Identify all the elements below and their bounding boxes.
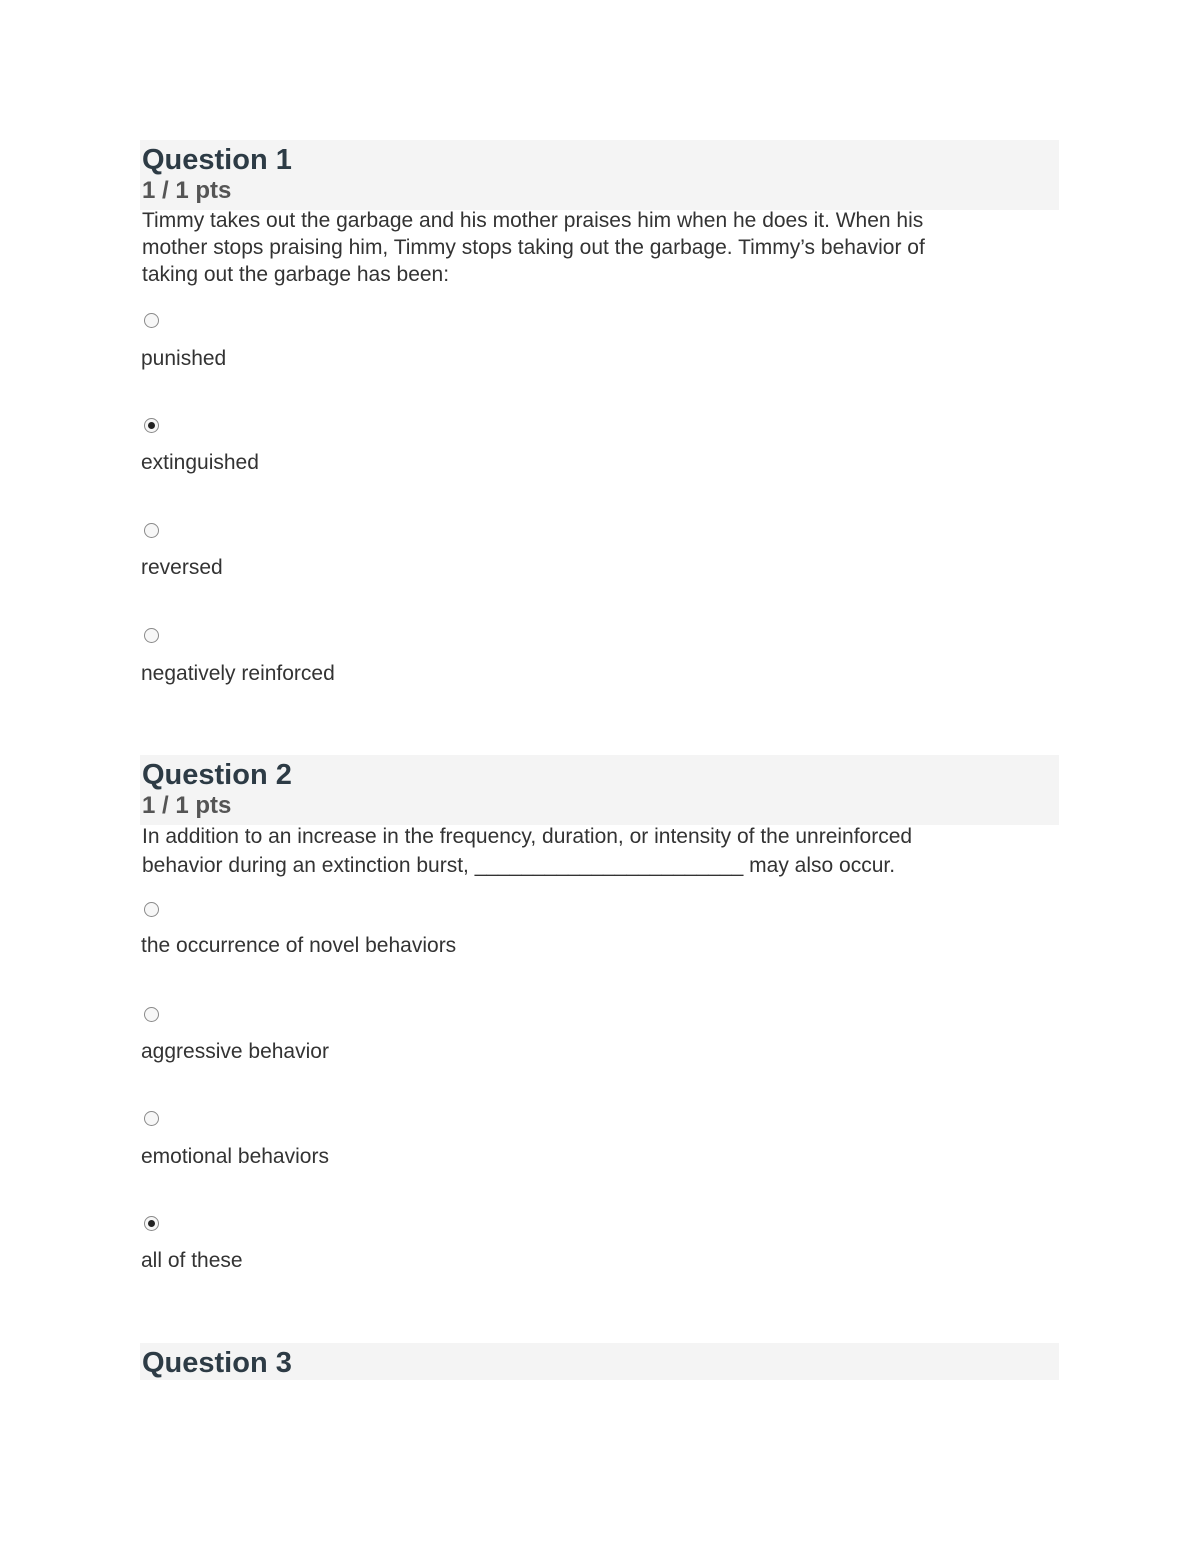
answer-option[interactable] [144,1111,159,1126]
radio-button[interactable] [144,1007,159,1022]
answer-label: reversed [141,556,223,579]
radio-button[interactable] [144,902,159,917]
answer-option[interactable] [144,523,159,538]
radio-button-selected[interactable] [144,418,159,433]
question-2 [140,755,1059,1272]
answer-option[interactable] [144,1216,159,1231]
question-1-title: Question 1 [142,144,292,176]
answer-option[interactable] [144,313,159,328]
answer-option[interactable] [144,628,159,643]
answer-label: the occurrence of novel behaviors [141,934,457,957]
radio-button[interactable] [144,1111,159,1126]
radio-button[interactable] [144,628,159,643]
question-3 [140,1343,1059,1380]
question-2-header [140,755,1059,825]
answer-option[interactable] [144,902,159,917]
question-1-header [140,140,1059,210]
question-1-text-line: taking out the garbage has been: [142,263,450,286]
question-1-text-line: mother stops praising him, Timmy stops taking out the garbage. Timmy’s behavior of [142,236,925,259]
radio-button[interactable] [144,523,159,538]
answer-label: extinguished [141,451,259,474]
question-1-text [140,207,1042,288]
answer-label: aggressive behavior [141,1040,329,1063]
answer-label: punished [141,347,227,370]
question-1-text-line: Timmy takes out the garbage and his mother praises him when he does it. When his [142,209,924,232]
answer-option[interactable] [144,418,159,433]
question-1-points: 1 / 1 pts [142,177,232,204]
question-3-title: Question 3 [142,1347,292,1379]
question-2-points: 1 / 1 pts [142,792,232,819]
question-2-text [140,822,1042,880]
radio-button-selected[interactable] [144,1216,159,1231]
answer-option[interactable] [144,1007,159,1022]
question-1 [140,140,1059,685]
question-3-header [140,1343,1059,1380]
answer-label: all of these [141,1249,243,1272]
answer-label: emotional behaviors [141,1145,329,1168]
question-2-text-line: behavior during an extinction burst, _______________________ may also occur. [142,854,896,877]
question-2-text-line: In addition to an increase in the frequency, duration, or intensity of the unreinforced [142,825,913,848]
question-2-title: Question 2 [142,759,292,791]
radio-button[interactable] [144,313,159,328]
answer-label: negatively reinforced [141,662,335,685]
